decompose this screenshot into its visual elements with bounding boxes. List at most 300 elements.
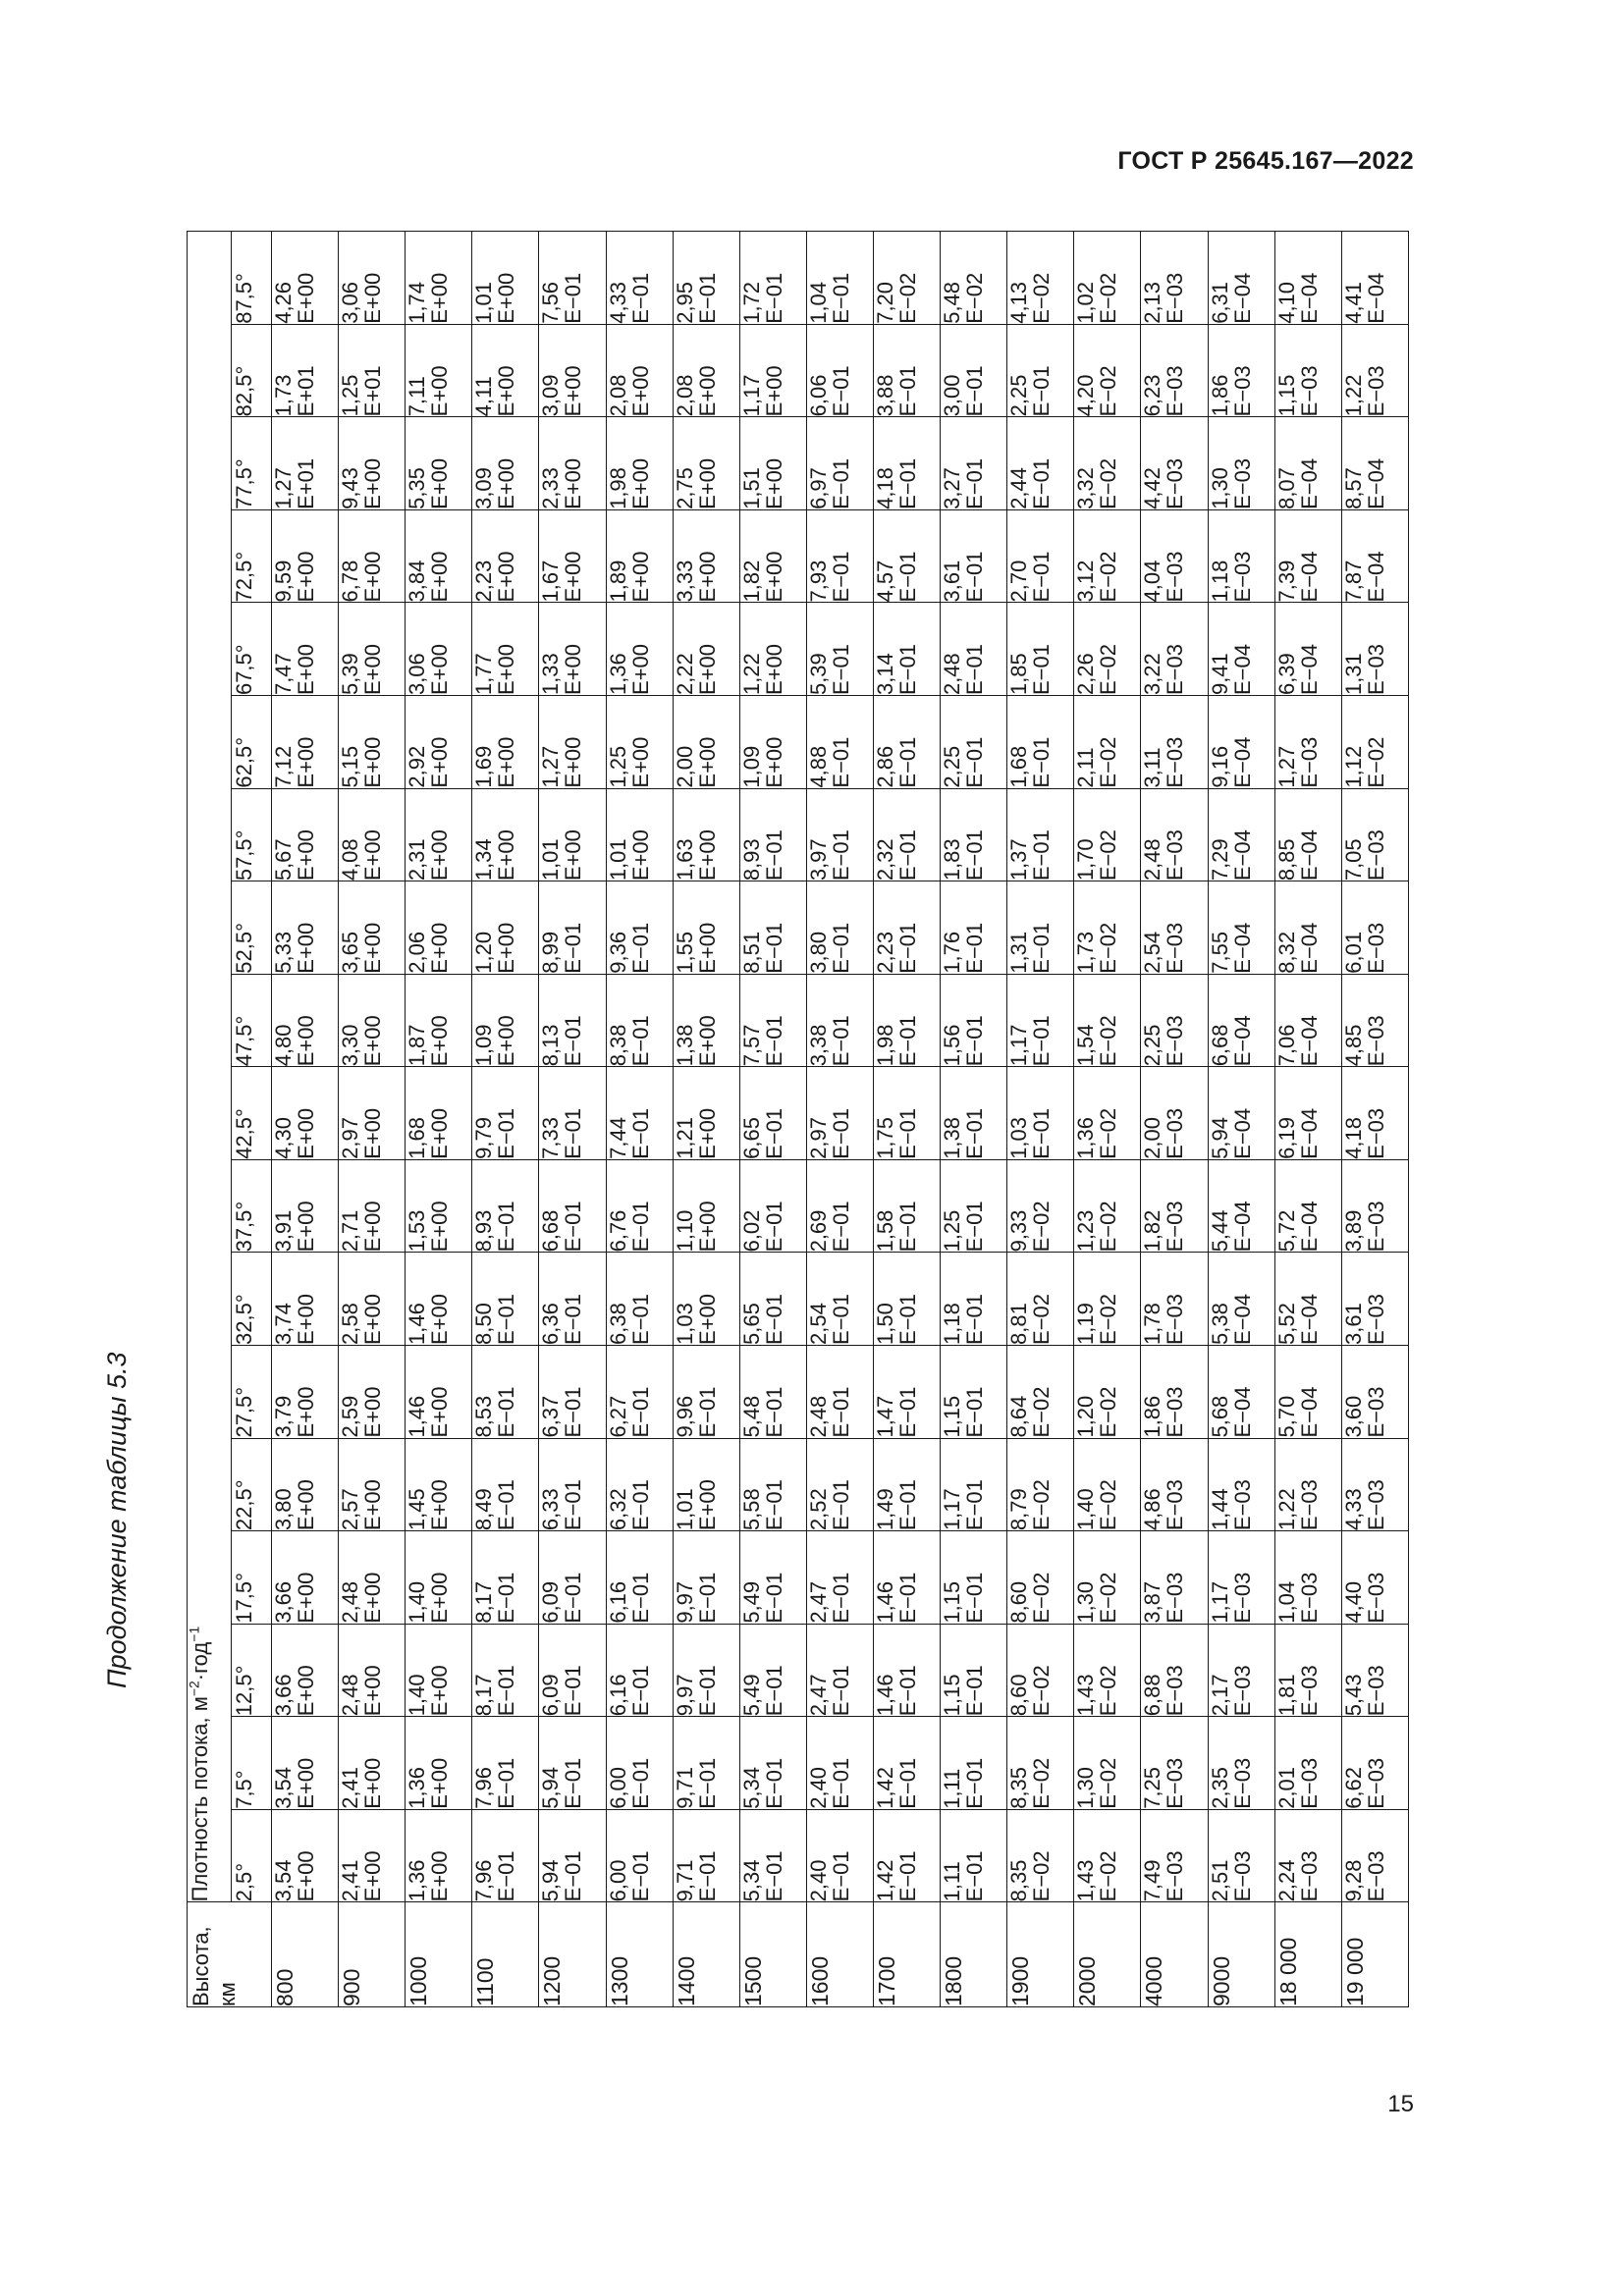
exponent: E−02	[1029, 1665, 1055, 1717]
flux-value-cell	[1074, 1624, 1141, 1717]
flux-value-cell	[1007, 1624, 1074, 1717]
table-row	[1007, 232, 1074, 2007]
flux-value-cell	[1341, 1067, 1408, 1160]
flux-value-cell	[1074, 1345, 1141, 1438]
exponent: E−04	[1296, 644, 1322, 696]
exponent: E−03	[1363, 1015, 1388, 1067]
mantissa: 1,19	[1073, 1303, 1099, 1345]
mantissa: 1,82	[738, 560, 764, 603]
mantissa: 4,18	[872, 467, 897, 509]
exponent: E−02	[1096, 457, 1121, 509]
table-row	[806, 232, 873, 2007]
mantissa: 2,95	[672, 281, 697, 324]
mantissa: 7,56	[538, 281, 564, 324]
flux-value-cell	[739, 232, 806, 325]
mantissa: 1,58	[872, 1209, 897, 1253]
exponent: E−01	[694, 1386, 720, 1438]
flux-value-cell	[873, 232, 940, 325]
mantissa: 4,88	[805, 745, 831, 788]
exponent: E−01	[962, 1201, 988, 1253]
mantissa: 2,00	[1140, 1117, 1165, 1159]
mantissa: 9,97	[672, 1580, 697, 1624]
exponent: E−01	[561, 1479, 586, 1531]
mantissa: 2,48	[338, 1580, 363, 1624]
altitude-cell: 1800	[941, 1902, 1007, 2007]
flux-value-cell	[272, 1067, 339, 1160]
exponent: E−03	[1296, 365, 1322, 417]
exponent: E−01	[627, 1665, 653, 1717]
flux-value-cell	[472, 788, 539, 881]
exponent: E−01	[828, 1293, 853, 1345]
flux-value-cell	[673, 1624, 739, 1717]
exponent: E+00	[294, 1757, 318, 1809]
flux-value-cell	[339, 696, 406, 789]
exponent: E−01	[1029, 551, 1055, 603]
mantissa: 1,75	[872, 1117, 897, 1159]
flux-value-cell	[339, 788, 406, 881]
flux-value-cell	[673, 1438, 739, 1531]
flux-value-cell	[472, 1809, 539, 1902]
flux-value-cell	[739, 1624, 806, 1717]
exponent: E−02	[1096, 922, 1121, 974]
flux-value-cell	[272, 603, 339, 696]
flux-density-table	[187, 231, 1409, 2007]
mantissa: 2,01	[1273, 1766, 1299, 1809]
exponent: E+00	[294, 1572, 318, 1624]
flux-value-cell	[739, 603, 806, 696]
flux-value-cell	[941, 417, 1007, 510]
flux-value-cell	[1341, 1159, 1408, 1253]
angle-header-cell: 57,5°	[232, 788, 272, 881]
flux-value-cell	[406, 1159, 472, 1253]
mantissa: 3,97	[805, 838, 831, 881]
exponent: E−03	[1363, 1479, 1388, 1531]
exponent: E+00	[294, 644, 318, 696]
exponent: E−02	[1029, 1757, 1055, 1809]
mantissa: 6,09	[538, 1674, 564, 1717]
angle-header-cell: 47,5°	[232, 974, 272, 1067]
exponent: E+00	[494, 365, 519, 417]
exponent: E−03	[1363, 1757, 1388, 1809]
exponent: E+00	[360, 1107, 386, 1159]
exponent: E−01	[962, 551, 988, 603]
flux-value-cell	[1007, 1159, 1074, 1253]
flux-value-cell	[873, 1717, 940, 1810]
table-row	[673, 232, 739, 2007]
mantissa: 1,73	[1073, 931, 1099, 974]
mantissa: 7,11	[405, 376, 430, 417]
mantissa: 1,17	[1006, 1024, 1032, 1067]
flux-value-cell	[673, 974, 739, 1067]
exponent: E+00	[360, 457, 386, 509]
mantissa: 1,22	[738, 653, 764, 696]
flux-value-cell	[472, 1624, 539, 1717]
exponent: E−03	[1296, 736, 1322, 788]
mantissa: 9,33	[1006, 1209, 1032, 1253]
mantissa: 9,41	[1207, 653, 1232, 696]
mantissa: 5,94	[1207, 1117, 1232, 1159]
flux-value-cell	[1074, 1531, 1141, 1625]
mantissa: 1,04	[805, 281, 831, 324]
mantissa: 7,96	[471, 1766, 497, 1809]
flux-value-cell	[873, 1624, 940, 1717]
flux-value-cell	[606, 1067, 673, 1160]
flux-value-cell	[1341, 1809, 1408, 1902]
table-row	[1274, 232, 1341, 2007]
exponent: E−01	[962, 736, 988, 788]
exponent: E−01	[627, 1386, 653, 1438]
exponent: E−02	[1096, 1107, 1121, 1159]
flux-value-cell	[606, 509, 673, 603]
flux-value-cell	[339, 1159, 406, 1253]
flux-value-cell	[673, 417, 739, 510]
flux-value-cell	[272, 324, 339, 417]
exponent: E−01	[627, 1850, 653, 1902]
exponent: E−01	[894, 457, 920, 509]
flux-value-cell	[606, 1159, 673, 1253]
flux-value-cell	[873, 881, 940, 975]
flux-value-cell	[1274, 232, 1341, 325]
mantissa: 6,62	[1340, 1766, 1366, 1809]
mantissa: 1,42	[872, 1766, 897, 1809]
mantissa: 3,54	[271, 1766, 296, 1809]
exponent: E+00	[427, 644, 453, 696]
flux-value-cell	[941, 696, 1007, 789]
exponent: E−04	[1229, 1015, 1255, 1067]
flux-value-cell	[873, 696, 940, 789]
flux-value-cell	[539, 603, 606, 696]
mantissa: 3,33	[672, 560, 697, 603]
flux-value-cell	[1074, 1067, 1141, 1160]
flux-value-cell	[339, 603, 406, 696]
mantissa: 8,93	[738, 838, 764, 881]
mantissa: 1,78	[1140, 1303, 1165, 1345]
flux-header-mid: ·год	[188, 1641, 212, 1682]
altitude-header-line1: Высота,	[189, 1926, 213, 2006]
mantissa: 1,83	[940, 838, 965, 881]
exponent: E+00	[427, 736, 453, 788]
exponent: E−03	[1229, 1479, 1255, 1531]
mantissa: 1,21	[672, 1117, 697, 1159]
mantissa: 7,33	[538, 1117, 564, 1159]
altitude-header	[188, 1902, 272, 2007]
exponent: E−01	[761, 1850, 786, 1902]
exponent: E−01	[494, 1757, 519, 1809]
exponent: E+00	[627, 829, 653, 881]
mantissa: 1,01	[471, 281, 497, 324]
exponent: E−03	[1229, 457, 1255, 509]
mantissa: 7,44	[605, 1117, 630, 1159]
exponent: E−01	[494, 1386, 519, 1438]
flux-value-cell	[739, 1717, 806, 1810]
exponent: E−01	[962, 1479, 988, 1531]
exponent: E−01	[627, 1015, 653, 1067]
exponent: E−01	[828, 272, 853, 324]
mantissa: 1,54	[1073, 1024, 1099, 1067]
flux-value-cell	[1141, 974, 1208, 1067]
flux-value-cell	[472, 974, 539, 1067]
exponent: E−01	[894, 644, 920, 696]
exponent: E−03	[1163, 457, 1188, 509]
flux-value-cell	[539, 417, 606, 510]
exponent: E−03	[1363, 922, 1388, 974]
flux-value-cell	[1341, 1717, 1408, 1810]
flux-value-cell	[806, 1438, 873, 1531]
flux-value-cell	[1074, 1438, 1141, 1531]
altitude-cell: 1600	[806, 1902, 873, 2007]
exponent: E−02	[894, 272, 920, 324]
angle-header-cell: 82,5°	[232, 324, 272, 417]
mantissa: 7,05	[1340, 838, 1366, 881]
mantissa: 3,91	[271, 1209, 296, 1253]
exponent: E−01	[561, 1201, 586, 1253]
angle-header-cell: 87,5°	[232, 232, 272, 325]
flux-value-cell	[1141, 1624, 1208, 1717]
flux-value-cell	[539, 1253, 606, 1346]
exponent: E−02	[1096, 1015, 1121, 1067]
flux-value-cell	[606, 1717, 673, 1810]
exponent: E−03	[1363, 829, 1388, 881]
exponent: E−01	[627, 1201, 653, 1253]
standard-code: ГОСТ Р 25645.167—2022	[1117, 147, 1414, 175]
flux-value-cell	[1341, 788, 1408, 881]
flux-value-cell	[539, 1067, 606, 1160]
exponent: E−01	[828, 736, 853, 788]
mantissa: 6,39	[1273, 653, 1299, 696]
mantissa: 7,55	[1207, 931, 1232, 974]
mantissa: 1,53	[405, 1209, 430, 1253]
exponent: E+00	[694, 1201, 720, 1253]
angle-header-cell: 32,5°	[232, 1253, 272, 1346]
flux-value-cell	[539, 1438, 606, 1531]
exponent: E−03	[1163, 1757, 1188, 1809]
exponent: E−01	[761, 1665, 786, 1717]
mantissa: 1,25	[605, 745, 630, 788]
flux-density-header	[188, 232, 232, 1902]
exponent: E+00	[694, 644, 720, 696]
exponent: E+00	[761, 644, 786, 696]
flux-value-cell	[739, 509, 806, 603]
mantissa: 4,13	[1006, 281, 1032, 324]
exponent: E+00	[494, 457, 519, 509]
flux-value-cell	[873, 417, 940, 510]
table-rotator	[187, 231, 1409, 2007]
mantissa: 5,43	[1340, 1674, 1366, 1717]
exponent: E+00	[694, 829, 720, 881]
exponent: E−03	[1163, 1293, 1188, 1345]
exponent: E−03	[1229, 1757, 1255, 1809]
mantissa: 2,26	[1073, 653, 1099, 696]
mantissa: 2,06	[405, 931, 430, 974]
mantissa: 2,22	[672, 653, 697, 696]
exponent: E−01	[828, 1015, 853, 1067]
exponent: E−03	[1363, 644, 1388, 696]
flux-value-cell	[739, 974, 806, 1067]
angle-header-cell: 67,5°	[232, 603, 272, 696]
exponent: E−02	[1096, 1665, 1121, 1717]
exponent: E−01	[828, 1386, 853, 1438]
exponent: E+00	[294, 1201, 318, 1253]
flux-value-cell	[472, 881, 539, 975]
mantissa: 2,47	[805, 1674, 831, 1717]
exponent: E−03	[1229, 1572, 1255, 1624]
flux-value-cell	[1274, 1531, 1341, 1625]
exponent: E−04	[1229, 644, 1255, 696]
exponent: E−01	[761, 272, 786, 324]
flux-value-cell	[606, 1438, 673, 1531]
flux-value-cell	[1074, 1717, 1141, 1810]
flux-value-cell	[1141, 509, 1208, 603]
mantissa: 4,20	[1073, 374, 1099, 417]
exponent: E−01	[761, 1386, 786, 1438]
exponent: E+00	[360, 1572, 386, 1624]
flux-value-cell	[539, 232, 606, 325]
mantissa: 3,12	[1073, 560, 1099, 603]
mantissa: 8,81	[1006, 1303, 1032, 1345]
flux-value-cell	[606, 417, 673, 510]
mantissa: 5,44	[1207, 1209, 1232, 1253]
mantissa: 1,40	[1073, 1488, 1099, 1531]
exponent: E−01	[894, 736, 920, 788]
flux-value-cell	[339, 1717, 406, 1810]
exponent: E−04	[1229, 736, 1255, 788]
exponent: E−01	[894, 1850, 920, 1902]
flux-value-cell	[806, 974, 873, 1067]
flux-value-cell	[806, 1159, 873, 1253]
exponent: E−04	[1296, 551, 1322, 603]
exponent: E+00	[427, 272, 453, 324]
exponent: E−02	[1029, 1386, 1055, 1438]
angle-header-cell: 7,5°	[232, 1717, 272, 1810]
flux-value-cell	[339, 974, 406, 1067]
flux-value-cell	[1208, 1531, 1274, 1625]
flux-value-cell	[806, 417, 873, 510]
flux-value-cell	[1141, 881, 1208, 975]
flux-value-cell	[1208, 1159, 1274, 1253]
flux-value-cell	[1341, 1345, 1408, 1438]
flux-value-cell	[806, 603, 873, 696]
exponent: E−03	[1163, 922, 1188, 974]
exponent: E−02	[1096, 1850, 1121, 1902]
flux-value-cell	[941, 881, 1007, 975]
flux-header-exp2: −1	[186, 1626, 202, 1642]
mantissa: 1,31	[1340, 653, 1366, 696]
mantissa: 2,59	[338, 1395, 363, 1438]
mantissa: 3,06	[405, 653, 430, 696]
flux-value-cell	[739, 881, 806, 975]
exponent: E−04	[1296, 272, 1322, 324]
exponent: E+00	[427, 1293, 453, 1345]
exponent: E+00	[427, 1850, 453, 1902]
mantissa: 1,36	[405, 1859, 430, 1902]
mantissa: 5,67	[271, 838, 296, 881]
altitude-cell: 1500	[739, 1902, 806, 2007]
flux-value-cell	[1074, 788, 1141, 881]
mantissa: 2,51	[1207, 1859, 1232, 1902]
exponent: E−01	[962, 457, 988, 509]
flux-value-cell	[606, 788, 673, 881]
mantissa: 3,00	[940, 374, 965, 417]
mantissa: 8,38	[605, 1024, 630, 1067]
exponent: E−01	[627, 922, 653, 974]
flux-value-cell	[606, 881, 673, 975]
exponent: E−02	[1029, 272, 1055, 324]
flux-value-cell	[1007, 696, 1074, 789]
flux-value-cell	[1274, 1345, 1341, 1438]
exponent: E−01	[1029, 1015, 1055, 1067]
flux-value-cell	[873, 1345, 940, 1438]
flux-value-cell	[272, 974, 339, 1067]
flux-value-cell	[406, 788, 472, 881]
flux-value-cell	[941, 1067, 1007, 1160]
mantissa: 6,01	[1340, 931, 1366, 974]
exponent: E+00	[427, 365, 453, 417]
mantissa: 1,98	[605, 467, 630, 509]
exponent: E−03	[1229, 365, 1255, 417]
mantissa: 7,96	[471, 1859, 497, 1902]
angle-header-row	[232, 232, 272, 2007]
mantissa: 9,16	[1207, 745, 1232, 788]
mantissa: 1,33	[538, 653, 564, 696]
mantissa: 1,37	[1006, 838, 1032, 881]
exponent: E−01	[694, 1757, 720, 1809]
page-number: 15	[1387, 2091, 1414, 2117]
flux-value-cell	[539, 1159, 606, 1253]
mantissa: 5,38	[1207, 1303, 1232, 1345]
exponent: E−03	[1163, 1107, 1188, 1159]
mantissa: 1,09	[738, 745, 764, 788]
exponent: E−04	[1296, 1201, 1322, 1253]
exponent: E−01	[828, 551, 853, 603]
exponent: E−01	[962, 1015, 988, 1067]
altitude-cell: 2000	[1074, 1902, 1141, 2007]
flux-value-cell	[873, 1438, 940, 1531]
mantissa: 1,38	[672, 1024, 697, 1067]
flux-value-cell	[1274, 1809, 1341, 1902]
flux-value-cell	[739, 1531, 806, 1625]
mantissa: 1,22	[1340, 374, 1366, 417]
exponent: E+00	[427, 1757, 453, 1809]
mantissa: 1,20	[1073, 1395, 1099, 1438]
flux-value-cell	[1074, 603, 1141, 696]
mantissa: 1,30	[1073, 1766, 1099, 1809]
mantissa: 5,49	[738, 1580, 764, 1624]
flux-value-cell	[1208, 1253, 1274, 1346]
mantissa: 4,42	[1140, 467, 1165, 509]
exponent: E−01	[627, 1572, 653, 1624]
mantissa: 1,98	[872, 1024, 897, 1067]
flux-value-cell	[1007, 324, 1074, 417]
exponent: E−01	[694, 1850, 720, 1902]
exponent: E+00	[294, 1293, 318, 1345]
flux-value-cell	[1208, 1345, 1274, 1438]
mantissa: 8,35	[1006, 1766, 1032, 1809]
exponent: E+00	[360, 1386, 386, 1438]
flux-value-cell	[339, 509, 406, 603]
flux-value-cell	[739, 417, 806, 510]
mantissa: 1,63	[672, 838, 697, 881]
mantissa: 3,22	[1140, 653, 1165, 696]
mantissa: 1,86	[1140, 1395, 1165, 1438]
flux-value-cell	[673, 1717, 739, 1810]
mantissa: 9,43	[338, 467, 363, 509]
exponent: E−01	[1029, 1107, 1055, 1159]
exponent: E+00	[294, 1107, 318, 1159]
exponent: E+00	[694, 365, 720, 417]
exponent: E+01	[360, 365, 386, 417]
mantissa: 7,20	[872, 281, 897, 324]
mantissa: 3,80	[805, 931, 831, 974]
